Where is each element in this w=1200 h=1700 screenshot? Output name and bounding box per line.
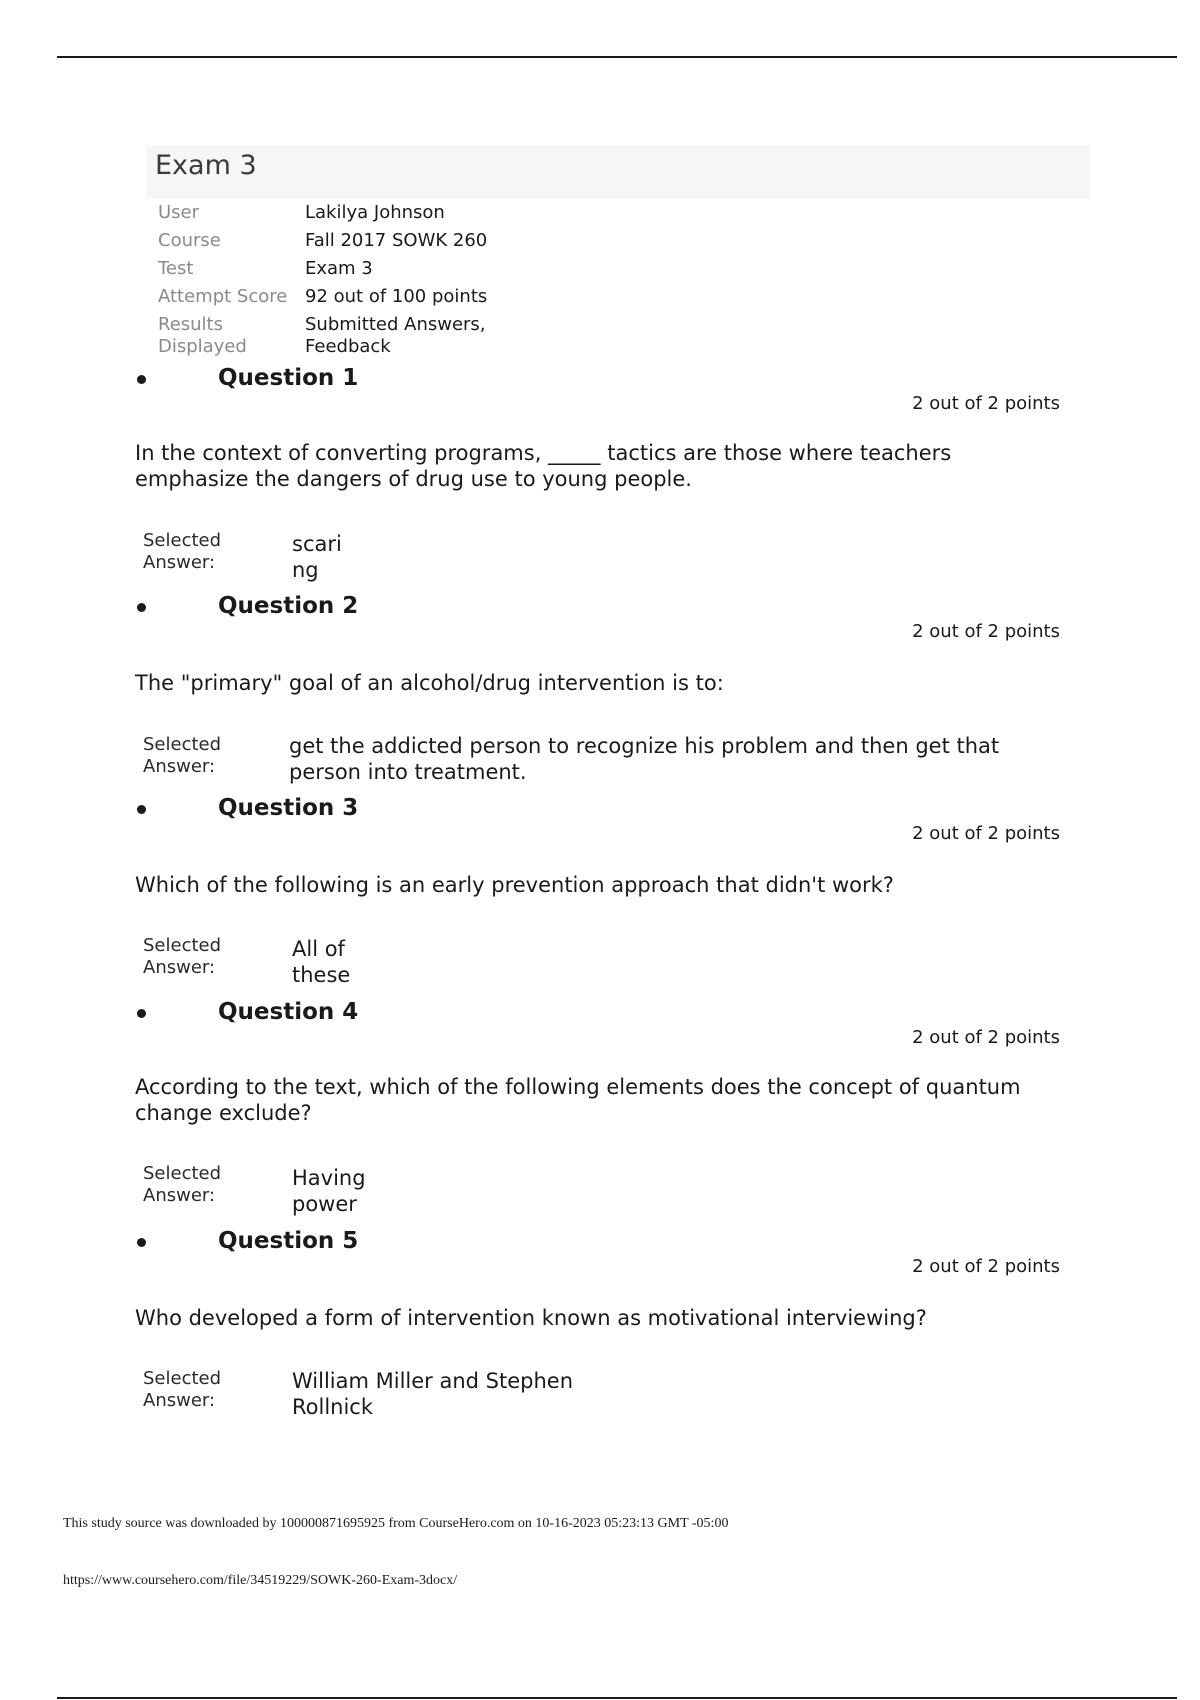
question-points: 2 out of 2 points — [912, 621, 1060, 642]
selected-answer-label: Selected Answer: — [143, 530, 222, 573]
meta-value: 92 out of 100 points — [305, 286, 488, 307]
bullet-icon — [137, 603, 146, 612]
question-points: 2 out of 2 points — [912, 1256, 1060, 1277]
question-points: 2 out of 2 points — [912, 823, 1060, 844]
meta-label: Results Displayed — [158, 314, 247, 357]
meta-row-course — [158, 230, 487, 252]
source-url[interactable]: https://www.coursehero.com/file/34519229/SOWK-260-Exam-3docx/ — [63, 1573, 458, 1588]
question-points: 2 out of 2 points — [912, 393, 1060, 414]
bullet-icon — [137, 1009, 146, 1018]
meta-row-user — [158, 202, 487, 224]
selected-answer-value: Having power — [292, 1166, 366, 1216]
meta-value: Lakilya Johnson — [305, 202, 445, 223]
meta-label: Test — [158, 258, 194, 279]
exam-meta-table — [158, 202, 487, 364]
selected-answer-value: William Miller and Stephen Rollnick — [292, 1369, 574, 1419]
selected-answer-value: scari ng — [292, 532, 342, 582]
page-title: Exam 3 — [155, 150, 257, 181]
question-text: Which of the following is an early prevention approach that didn't work? — [135, 873, 894, 897]
selected-answer-label: Selected Answer: — [143, 1368, 222, 1411]
question-text: The "primary" goal of an alcohol/drug intervention is to: — [135, 671, 724, 695]
question-title: Question 4 — [218, 999, 359, 1025]
selected-answer-label: Selected Answer: — [143, 734, 222, 777]
meta-value: Exam 3 — [305, 258, 373, 279]
question-title: Question 3 — [218, 795, 359, 821]
selected-answer-label: Selected Answer: — [143, 1163, 222, 1206]
meta-value: Submitted Answers, Feedback — [305, 314, 486, 357]
meta-label: User — [158, 202, 200, 223]
meta-value: Fall 2017 SOWK 260 — [305, 230, 488, 251]
selected-answer-label: Selected Answer: — [143, 935, 222, 978]
meta-label: Course — [158, 230, 221, 251]
meta-row-test — [158, 258, 487, 280]
bullet-icon — [137, 375, 146, 384]
download-notice: This study source was downloaded by 100000871695925 from CourseHero.com on 10-16-2023 05:23:13 GMT -05:00 — [63, 1516, 729, 1531]
bottom-rule — [57, 1697, 1177, 1699]
question-title: Question 5 — [218, 1228, 359, 1254]
question-points: 2 out of 2 points — [912, 1027, 1060, 1048]
question-text: Who developed a form of intervention known as motivational interviewing? — [135, 1306, 927, 1330]
question-title: Question 1 — [218, 365, 359, 391]
question-title: Question 2 — [218, 593, 359, 619]
top-rule — [57, 56, 1177, 58]
question-text: According to the text, which of the following elements does the concept of quantum change exclude? — [135, 1075, 1021, 1125]
selected-answer-value: All of these — [292, 937, 351, 987]
meta-row-results-displayed — [158, 314, 487, 358]
exam-title-bar — [146, 145, 1090, 199]
question-text: In the context of converting programs, _____ tactics are those where teachers emphasize the dangers of drug use to young people. — [135, 441, 952, 491]
bullet-icon — [137, 1238, 146, 1247]
meta-row-attempt-score — [158, 286, 487, 308]
bullet-icon — [137, 805, 146, 814]
meta-label: Attempt Score — [158, 286, 288, 307]
selected-answer-value: get the addicted person to recognize his problem and then get that person into treatment. — [289, 734, 1000, 784]
